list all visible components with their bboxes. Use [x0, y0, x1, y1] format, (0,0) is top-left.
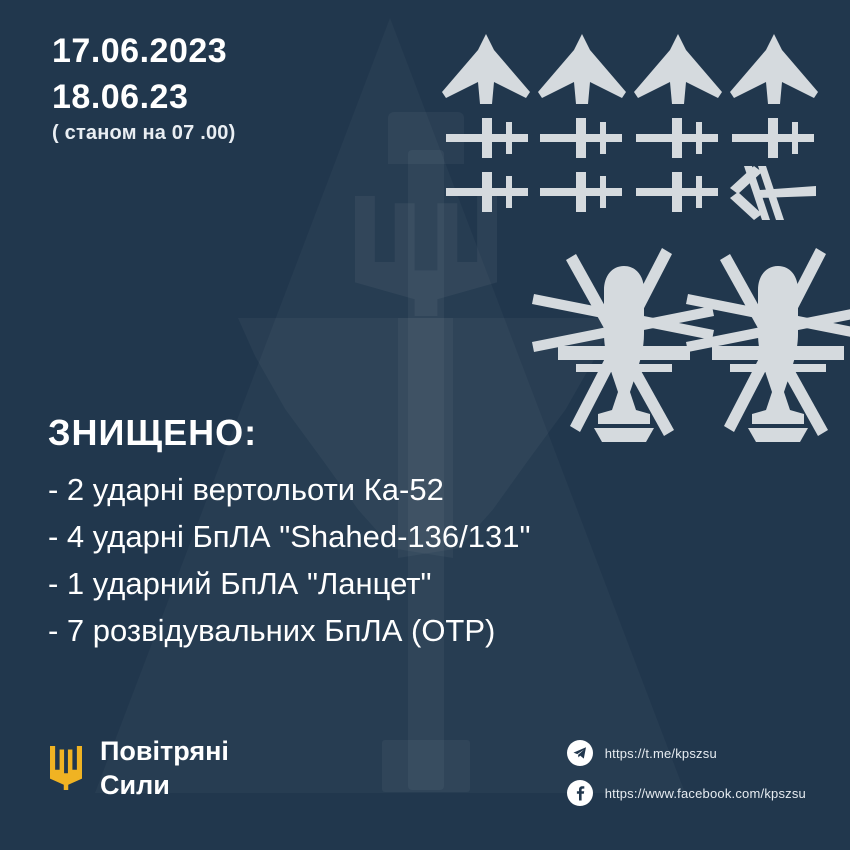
telegram-icon	[567, 740, 593, 766]
shahed-drone-icon	[440, 34, 532, 106]
brand-text	[100, 734, 229, 802]
trident-icon	[50, 746, 82, 790]
footer	[0, 720, 850, 850]
facebook-url: https://www.facebook.com/kpszsu	[604, 785, 806, 801]
telegram-link[interactable]	[567, 740, 806, 766]
shahed-drone-icon	[536, 34, 628, 106]
list-item: - 7 розвідувальних БпЛА (ОТР)	[48, 613, 496, 649]
facebook-link[interactable]	[567, 780, 806, 806]
silhouette-group	[440, 24, 830, 454]
recon-drone-icon	[446, 172, 528, 214]
recon-drone-icon	[540, 118, 622, 160]
brand-line-2: Сили	[100, 770, 170, 801]
shahed-drone-icon	[728, 34, 820, 106]
date-secondary: 18.06.23	[52, 78, 189, 117]
date-primary: 17.06.2023	[52, 32, 228, 70]
recon-drone-icon	[540, 172, 622, 214]
facebook-icon	[567, 780, 593, 806]
destroyed-list	[48, 412, 808, 654]
lancet-drone-icon	[730, 166, 816, 220]
social-links	[567, 740, 806, 806]
recon-drone-icon	[446, 118, 528, 160]
list-item: - 1 ударний БпЛА "Ланцет"	[48, 566, 432, 602]
recon-drone-icon	[732, 118, 814, 160]
brand-block	[50, 734, 229, 802]
brand-line-1: Повітряні	[100, 736, 229, 766]
recon-drone-icon	[636, 118, 718, 160]
status-note: ( станом на 07 .00)	[52, 122, 236, 145]
shahed-drone-icon	[632, 34, 724, 106]
list-item: - 4 ударні БпЛА "Shahed-136/131"	[48, 519, 531, 555]
telegram-url: https://t.me/kpszsu	[604, 745, 717, 761]
recon-drone-icon	[636, 172, 718, 214]
date-block	[52, 28, 235, 145]
list-item: - 2 ударні вертольоти Ка-52	[48, 472, 444, 507]
list-title: ЗНИЩЕНО:	[48, 412, 258, 453]
